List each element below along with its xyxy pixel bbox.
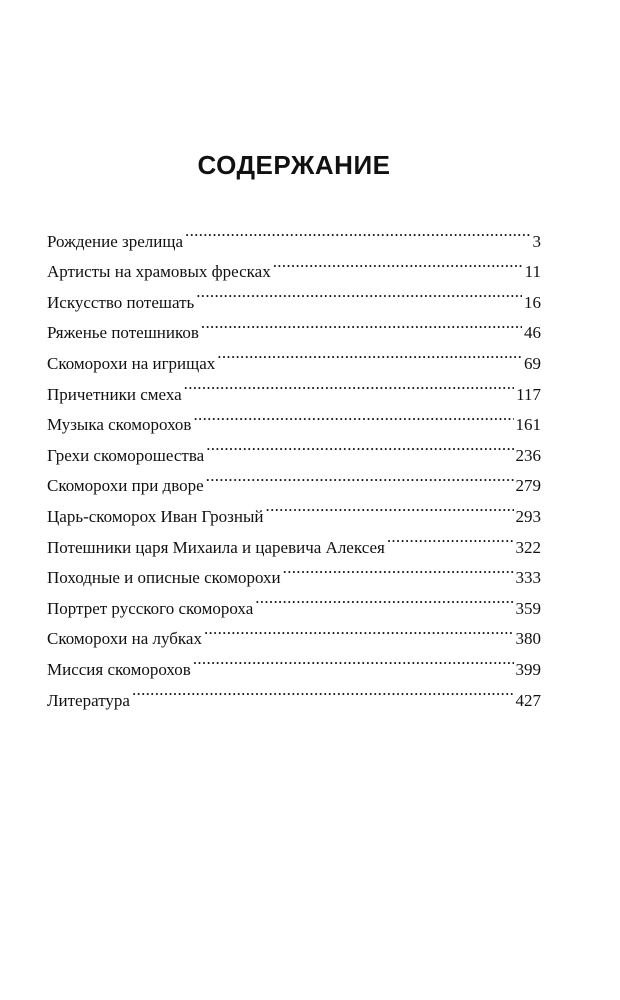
toc-entry-title: Миссия скоморохов: [47, 659, 191, 679]
toc-entry-title: Скоморохи при дворе: [47, 476, 204, 496]
toc-dot-leader: [132, 675, 514, 706]
toc-dot-leader: [283, 553, 514, 584]
toc-entry-page: 11: [524, 262, 541, 282]
toc-entry-page: 161: [515, 415, 541, 435]
toc-entry-title: Царь-скоморох Иван Грозный: [47, 506, 264, 526]
toc-entry-title: Литература: [47, 690, 130, 710]
toc-entry-page: 3: [532, 231, 541, 251]
toc-list: [47, 216, 541, 710]
toc-dot-leader: [217, 338, 522, 369]
toc-entry-page: 69: [524, 353, 541, 373]
toc-dot-leader: [185, 216, 530, 247]
toc-dot-leader: [266, 491, 514, 522]
toc-entry-title: Скоморохи на лубках: [47, 629, 202, 649]
toc-dot-leader: [204, 614, 514, 645]
toc-entry-page: 16: [524, 292, 541, 312]
toc-dot-leader: [387, 522, 514, 553]
toc-entry-title: Скоморохи на игрищах: [47, 353, 216, 373]
toc-heading: СОДЕРЖАНИЕ: [197, 150, 391, 180]
toc-dot-leader: [206, 430, 513, 461]
toc-entry-page: 322: [515, 537, 541, 557]
toc-entry-title: Артисты на храмовых фресках: [47, 262, 271, 282]
toc-dot-leader: [206, 461, 514, 492]
toc-entry-page: 236: [515, 445, 541, 465]
toc-entry-title: Ряженье потешников: [47, 323, 199, 343]
toc-entry-page: 293: [515, 506, 541, 526]
toc-entry-title: Искусство потешать: [47, 292, 195, 312]
toc-dot-leader: [193, 400, 513, 431]
toc-entry-page: 359: [515, 598, 541, 618]
toc-entry-page: 117: [516, 384, 541, 404]
toc-entry[interactable]: [47, 216, 541, 251]
toc-entry-title: Портрет русского скомороха: [47, 598, 254, 618]
toc-entry-page: 279: [515, 476, 541, 496]
toc-entry-title: Рождение зрелища: [47, 231, 184, 251]
toc-entry-title: Потешники царя Михаила и царевича Алексея: [47, 537, 385, 557]
toc-dot-leader: [193, 644, 514, 675]
toc-entry-page: 46: [524, 323, 541, 343]
toc-entry-page: 399: [515, 659, 541, 679]
toc-entry-page: 380: [515, 629, 541, 649]
toc-entry-title: Музыка скоморохов: [47, 415, 192, 435]
toc-dot-leader: [201, 308, 522, 339]
toc-dot-leader: [184, 369, 514, 400]
toc-entry-page: 427: [515, 690, 541, 710]
toc-dot-leader: [273, 247, 523, 278]
toc-dot-leader: [196, 277, 522, 308]
toc-dot-leader: [255, 583, 513, 614]
toc-entry-title: Походные и описные скоморохи: [47, 568, 281, 588]
toc-entry-title: Грехи скоморошества: [47, 445, 205, 465]
toc-entry-page: 333: [515, 568, 541, 588]
toc-entry-title: Причетники смеха: [47, 384, 182, 404]
